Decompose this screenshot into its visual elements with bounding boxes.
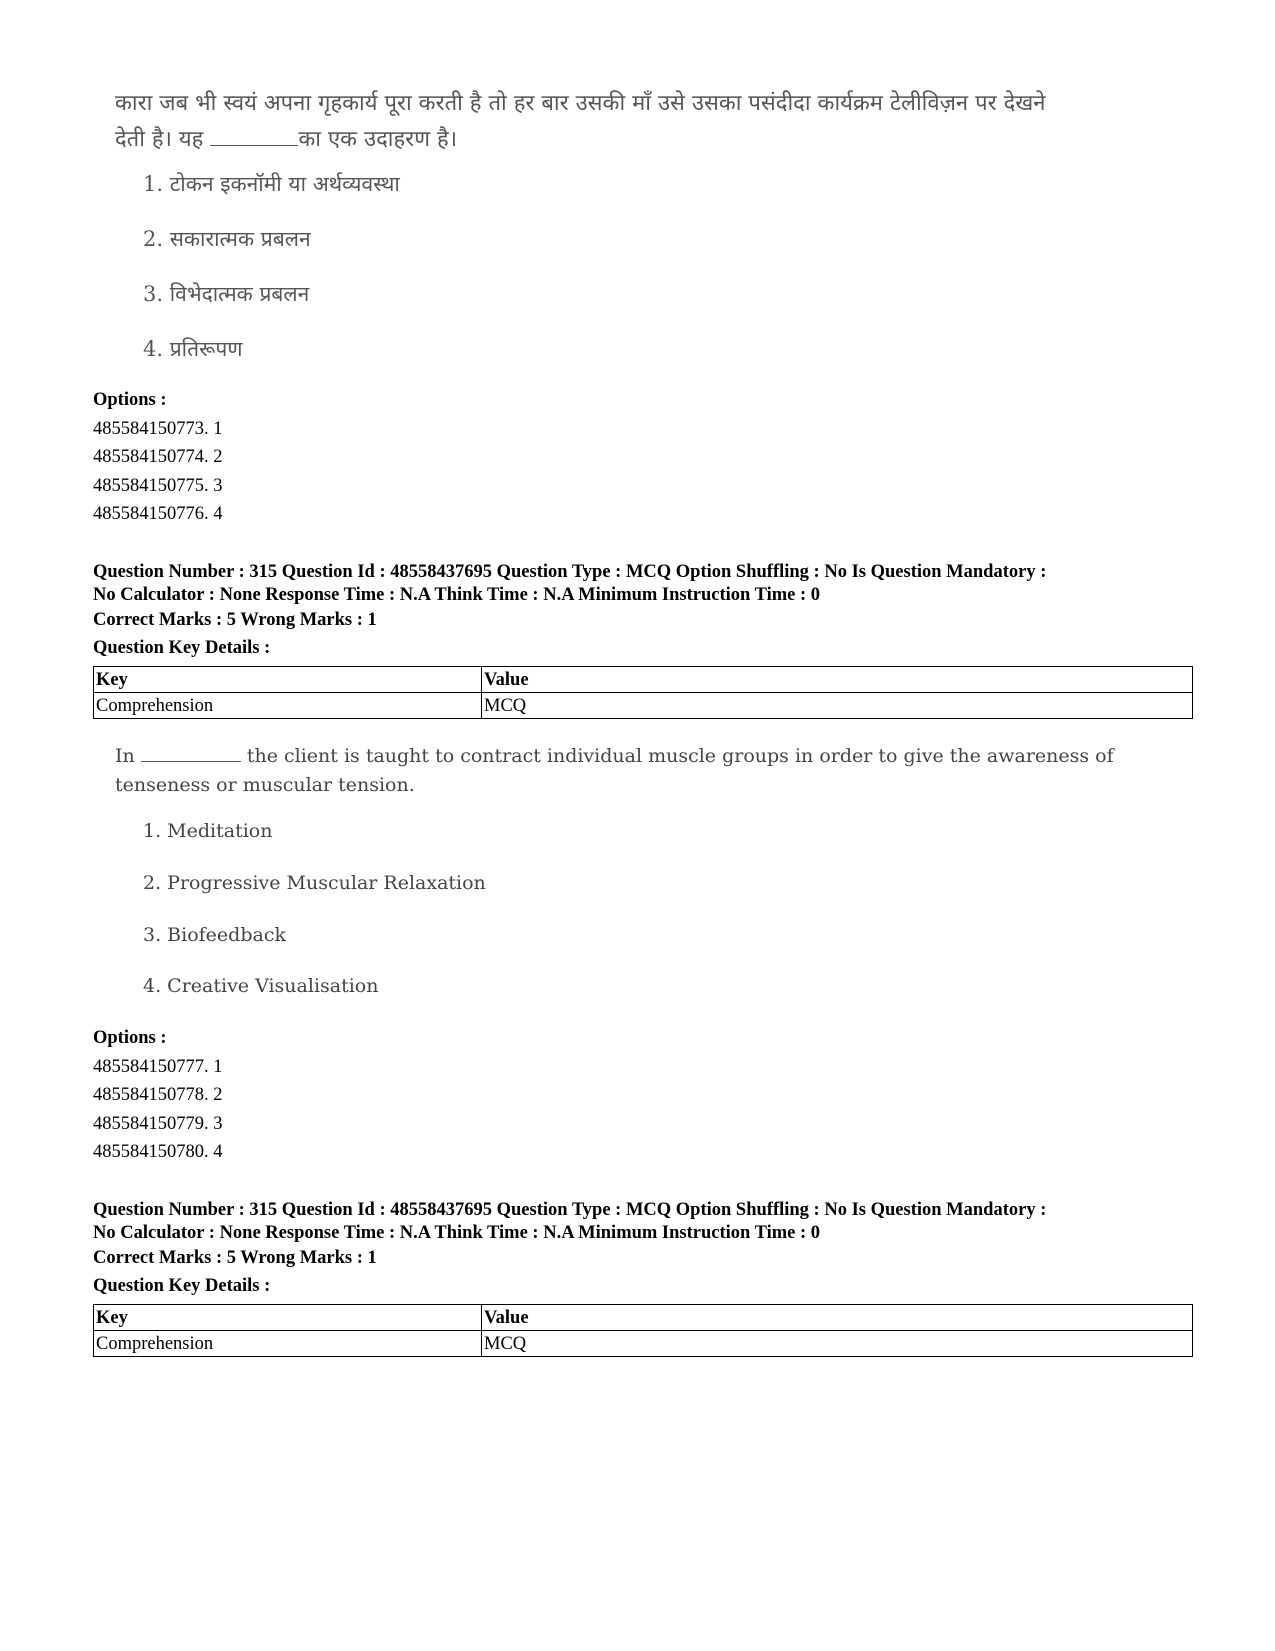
- question-stem-after-blank: the client is taught to contract individual muscle groups in order to give the awareness of: [246, 745, 1114, 767]
- key-details-table: [93, 1304, 1193, 1357]
- key-details-title: Question Key Details :: [93, 638, 271, 658]
- option-item: 485584150779. 3: [93, 1113, 223, 1134]
- table-cell-value: MCQ: [482, 693, 1193, 719]
- choice-item: 3. विभेदात्मक प्रबलन: [143, 282, 310, 306]
- table-cell-key: Comprehension: [94, 1331, 482, 1357]
- options-list: [93, 1024, 223, 1167]
- question-meta: [93, 561, 1203, 607]
- table-header-value: Value: [482, 1305, 1193, 1331]
- table-header-key: Key: [94, 1305, 482, 1331]
- question-meta: [93, 1199, 1203, 1245]
- table-header-row: [94, 667, 1193, 693]
- question-stem-before-blank: In: [115, 745, 135, 767]
- question-meta-line1: Question Number : 315 Question Id : 48558437695 Question Type : MCQ Option Shuffling : No Is Question Mandatory :: [93, 562, 1047, 582]
- marks-line: Correct Marks : 5 Wrong Marks : 1: [93, 1248, 377, 1268]
- table-row: [94, 693, 1193, 719]
- option-item: 485584150774. 2: [93, 447, 223, 467]
- option-item: 485584150776. 4: [93, 504, 223, 524]
- choice-item: 2. Progressive Muscular Relaxation: [143, 872, 486, 894]
- choice-item: 2. सकारात्मक प्रबलन: [143, 227, 311, 251]
- option-item: 485584150775. 3: [93, 475, 223, 496]
- question-stem-before-blank: देती है। यह: [115, 127, 204, 152]
- options-title: Options :: [93, 1028, 167, 1048]
- table-cell-value: MCQ: [482, 1331, 1193, 1357]
- answer-blank: [141, 743, 241, 762]
- question-meta-line1: Question Number : 315 Question Id : 48558437695 Question Type : MCQ Option Shuffling : No Is Question Mandatory :: [93, 1200, 1047, 1220]
- table-header-row: [94, 1305, 1193, 1331]
- answer-blank: [210, 123, 298, 146]
- table-header-key: Key: [94, 667, 482, 693]
- question-meta-line2: No Calculator : None Response Time : N.A Think Time : N.A Minimum Instruction Time : 0: [93, 585, 821, 605]
- key-details-title: Question Key Details :: [93, 1276, 271, 1296]
- table-cell-key: Comprehension: [94, 693, 482, 719]
- question-stem-line1: [115, 742, 1115, 771]
- option-item: 485584150777. 1: [93, 1056, 223, 1077]
- choice-item: 4. Creative Visualisation: [143, 975, 379, 997]
- options-list: [93, 386, 223, 529]
- key-details-table: [93, 666, 1193, 719]
- table-row: [94, 1331, 1193, 1357]
- choice-item: 3. Biofeedback: [143, 924, 286, 946]
- option-item: 485584150773. 1: [93, 418, 223, 439]
- question-stem-after-blank: का एक उदाहरण है।: [298, 127, 458, 152]
- question-stem-line2: [115, 122, 1175, 158]
- choice-item: 1. टोकन इकनॉमी या अर्थव्यवस्था: [143, 172, 400, 196]
- choice-item: 4. प्रतिरूपण: [143, 337, 243, 361]
- question-image-hindi: [115, 86, 1175, 361]
- question-stem-line2: tenseness or muscular tension.: [115, 774, 415, 796]
- table-header-value: Value: [482, 667, 1193, 693]
- question-image-english: [115, 742, 1115, 997]
- option-item: 485584150780. 4: [93, 1142, 223, 1162]
- option-item: 485584150778. 2: [93, 1085, 223, 1105]
- question-stem-line1: कारा जब भी स्वयं अपना गृहकार्य पूरा करती है तो हर बार उसकी माँ उसे उसका पसंदीदा कार्यक्रम टेलीविज़न पर देखने: [115, 91, 1046, 116]
- question-meta-line2: No Calculator : None Response Time : N.A Think Time : N.A Minimum Instruction Time : 0: [93, 1223, 821, 1243]
- marks-line: Correct Marks : 5 Wrong Marks : 1: [93, 610, 377, 630]
- choice-item: 1. Meditation: [143, 820, 273, 842]
- options-title: Options :: [93, 390, 167, 410]
